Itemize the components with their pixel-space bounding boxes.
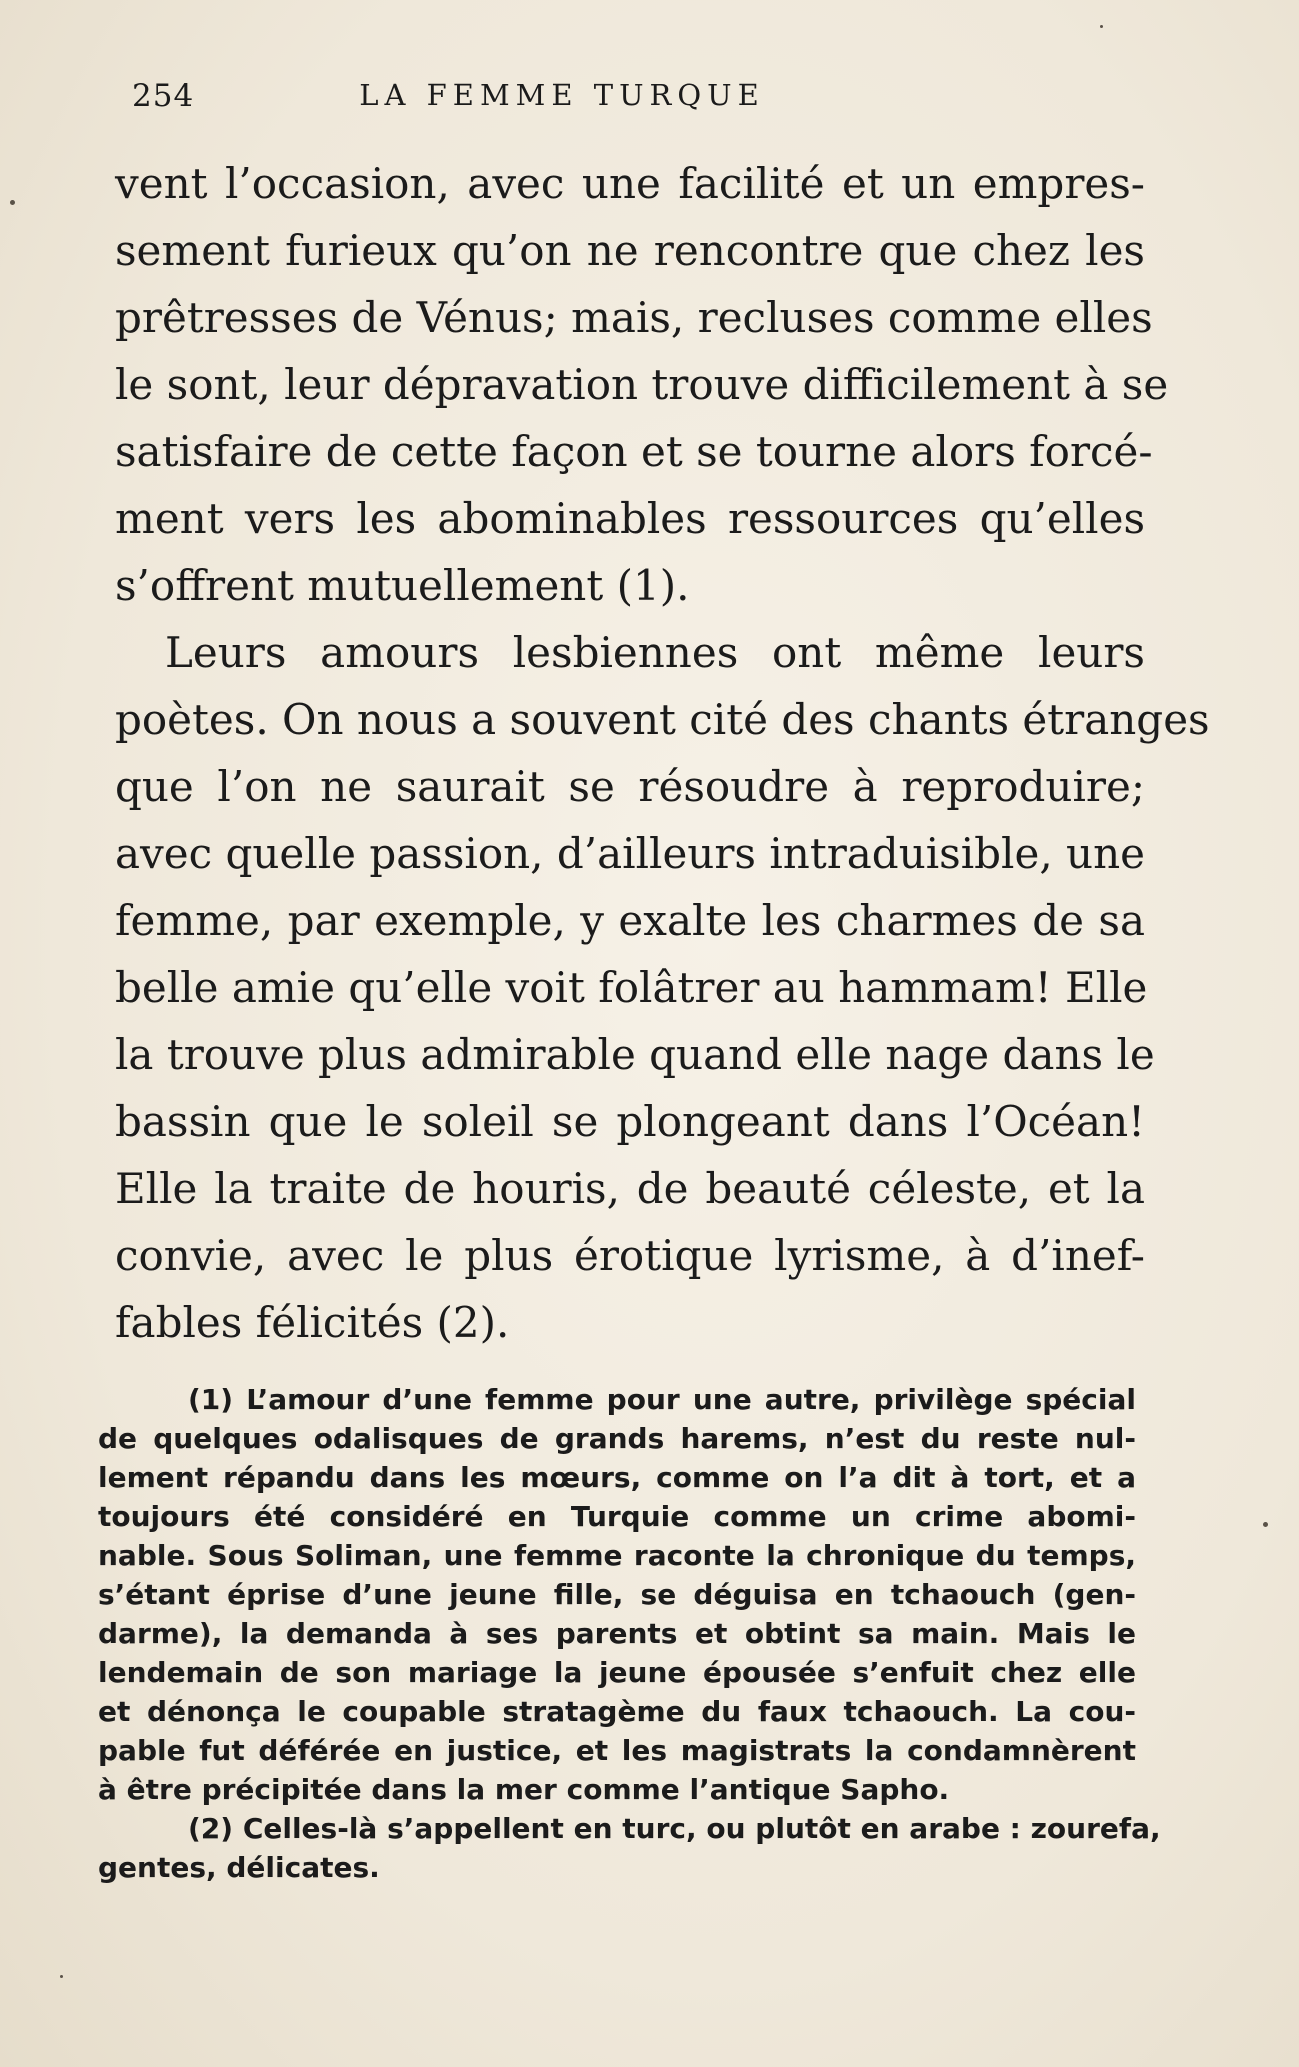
text-line: prêtresses de Vénus; mais, recluses comme elles xyxy=(115,293,1153,342)
footnote-line: nable. Sous Soliman, une femme raconte la chronique du temps, xyxy=(98,1539,1136,1572)
text-line: femme, par exemple, y exalte les charmes de sa xyxy=(115,896,1145,945)
footnotes xyxy=(98,1380,1161,1887)
paper-speck xyxy=(1263,1522,1268,1527)
text-line: vent l’occasion, avec une facilité et un empres- xyxy=(115,159,1145,208)
footnote-line: darme), la demanda à ses parents et obtint sa main. Mais le xyxy=(98,1617,1136,1650)
footnote-line: lendemain de son mariage la jeune épousée s’enfuit chez elle xyxy=(98,1656,1136,1689)
running-head: LA FEMME TURQUE xyxy=(359,78,765,112)
footnote-line: et dénonça le coupable stratagème du faux tchaouch. La cou- xyxy=(98,1695,1136,1728)
text-line: ment vers les abominables ressources qu’elles xyxy=(115,494,1145,543)
text-line: fables félicités (2). xyxy=(115,1298,510,1347)
text-line: Elle la traite de houris, de beauté céleste, et la xyxy=(115,1164,1145,1213)
page-header xyxy=(132,78,1132,130)
footnote-line: à être précipitée dans la mer comme l’antique Sapho. xyxy=(98,1773,950,1806)
footnote-1 xyxy=(98,1380,1136,1809)
text-line: sement furieux qu’on ne rencontre que chez les xyxy=(115,226,1145,275)
footnote-line: lement répandu dans les mœurs, comme on l’a dit à tort, et a xyxy=(98,1461,1136,1494)
paragraph-1 xyxy=(115,150,1169,619)
paper-speck xyxy=(1100,25,1103,28)
text-line: que l’on ne saurait se résoudre à reproduire; xyxy=(115,762,1145,811)
text-line: Leurs amours lesbiennes ont même leurs xyxy=(165,628,1145,677)
footnote-line: (2) Celles-là s’appellent en turc, ou plutôt en arabe : zourefa, xyxy=(188,1812,1161,1845)
footnote-line: (1) L’amour d’une femme pour une autre, privilège spécial xyxy=(188,1383,1136,1416)
main-text xyxy=(115,150,1210,1356)
text-line: convie, avec le plus érotique lyrisme, à d’inef- xyxy=(115,1231,1145,1280)
footnote-2 xyxy=(98,1809,1161,1887)
footnote-line: de quelques odalisques de grands harems, n’est du reste nul- xyxy=(98,1422,1136,1455)
paragraph-2 xyxy=(115,619,1210,1356)
text-line: belle amie qu’elle voit folâtrer au hammam! Elle xyxy=(115,963,1148,1012)
paper-speck xyxy=(10,200,15,205)
footnote-line: s’étant éprise d’une jeune fille, se déguisa en tchaouch (gen- xyxy=(98,1578,1136,1611)
text-line: bassin que le soleil se plongeant dans l’Océan! xyxy=(115,1097,1145,1146)
text-line: poètes. On nous a souvent cité des chants étranges xyxy=(115,695,1210,744)
paper-speck xyxy=(60,1975,63,1978)
text-line: le sont, leur dépravation trouve difficilement à se xyxy=(115,360,1169,409)
footnote-line: gentes, délicates. xyxy=(98,1851,380,1884)
text-line: satisfaire de cette façon et se tourne alors forcé- xyxy=(115,427,1153,476)
page-number: 254 xyxy=(132,78,195,114)
footnote-line: pable fut déférée en justice, et les magistrats la condamnèrent xyxy=(98,1734,1136,1767)
text-line: avec quelle passion, d’ailleurs intraduisible, une xyxy=(115,829,1145,878)
text-line: la trouve plus admirable quand elle nage dans le xyxy=(115,1030,1155,1079)
text-line: s’offrent mutuellement (1). xyxy=(115,561,690,610)
footnote-line: toujours été considéré en Turquie comme un crime abomi- xyxy=(98,1500,1136,1533)
